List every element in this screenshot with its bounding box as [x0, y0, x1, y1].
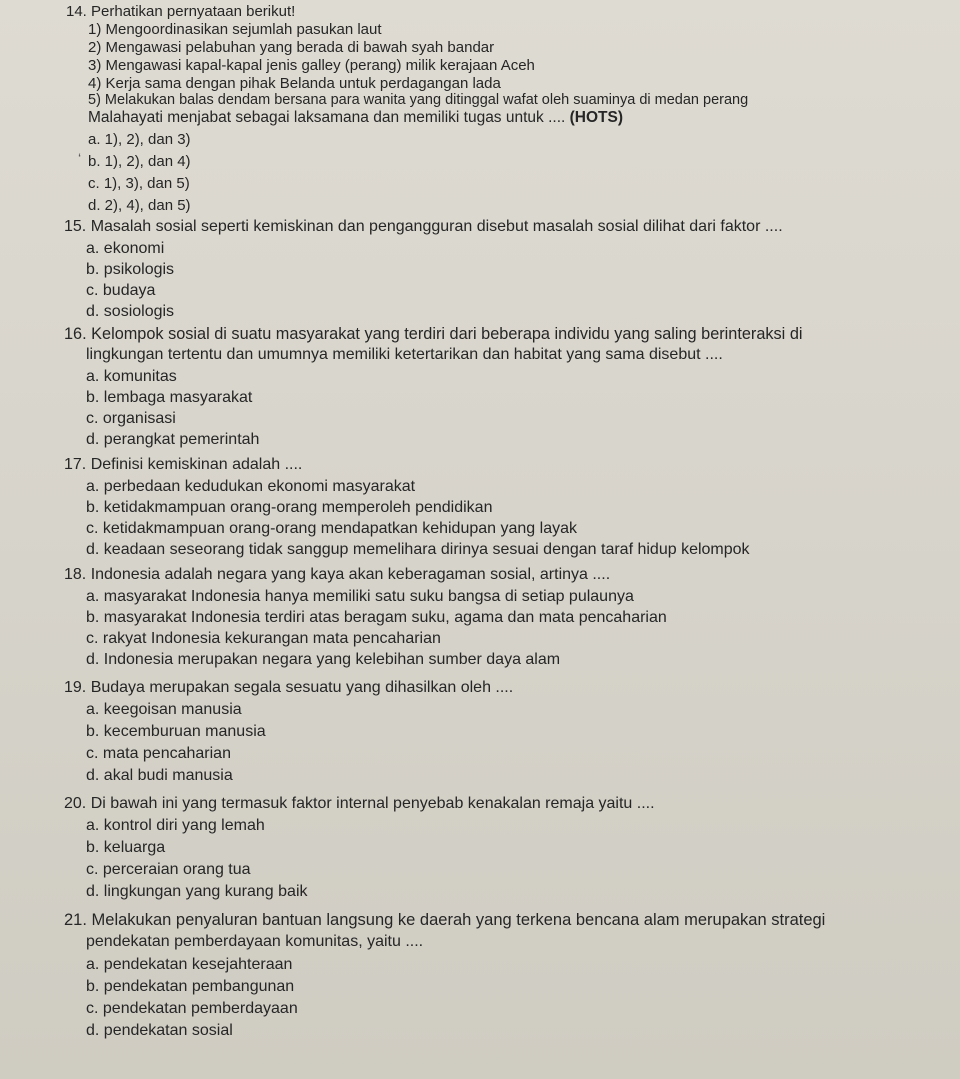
- pencil-tick-mark: ‘: [78, 150, 82, 166]
- q14-statement-4: 4) Kerja sama dengan pihak Belanda untuk perdagangan lada: [88, 75, 501, 92]
- q17-option-c: c. ketidakmampuan orang-orang mendapatkan kehidupan yang layak: [86, 520, 577, 537]
- q18-option-c: c. rakyat Indonesia kekurangan mata pencaharian: [86, 630, 441, 647]
- q21-option-c: c. pendekatan pemberdayaan: [86, 1000, 298, 1017]
- q18-option-b: b. masyarakat Indonesia terdiri atas beragam suku, agama dan mata pencaharian: [86, 609, 667, 626]
- q15-option-c: c. budaya: [86, 282, 156, 299]
- q14-statement-1: 1) Mengoordinasikan sejumlah pasukan laut: [88, 21, 382, 38]
- q17-option-d: d. keadaan seseorang tidak sanggup memelihara dirinya sesuai dengan taraf hidup kelompok: [86, 541, 750, 558]
- q14-question-text: Malahayati menjabat sebagai laksamana dan memiliki tugas untuk ....: [88, 109, 570, 126]
- q18-option-a: a. masyarakat Indonesia hanya memiliki satu suku bangsa di setiap pulaunya: [86, 588, 634, 605]
- q20-option-b: b. keluarga: [86, 839, 166, 856]
- q16-option-a: a. komunitas: [86, 368, 177, 385]
- q19-option-d: d. akal budi manusia: [86, 767, 233, 784]
- q17-stem: 17. Definisi kemiskinan adalah ....: [64, 456, 303, 473]
- q19-option-c: c. mata pencaharian: [86, 745, 231, 762]
- q18-stem: 18. Indonesia adalah negara yang kaya akan keberagaman sosial, artinya ....: [64, 566, 611, 583]
- q21-option-a: a. pendekatan kesejahteraan: [86, 956, 293, 973]
- q19-stem: 19. Budaya merupakan segala sesuatu yang dihasilkan oleh ....: [64, 679, 514, 696]
- q14-question: [88, 108, 623, 128]
- q21-option-b: b. pendekatan pembangunan: [86, 978, 295, 995]
- q14-option-a: a. 1), 2), dan 3): [88, 131, 191, 148]
- q16-option-c: c. organisasi: [86, 410, 176, 427]
- q21-stem-line2: pendekatan pemberdayaan komunitas, yaitu ....: [86, 933, 424, 950]
- q14-stem: 14. Perhatikan pernyataan berikut!: [66, 3, 296, 20]
- q18-option-d: d. Indonesia merupakan negara yang kelebihan sumber daya alam: [86, 651, 561, 668]
- q16-stem-line2: lingkungan tertentu dan umumnya memiliki ketertarikan dan habitat yang sama disebut ....: [86, 346, 723, 363]
- q14-statement-3: 3) Mengawasi kapal-kapal jenis galley (perang) milik kerajaan Aceh: [88, 57, 535, 74]
- q14-option-c: c. 1), 3), dan 5): [88, 175, 190, 192]
- q20-option-d: d. lingkungan yang kurang baik: [86, 883, 308, 900]
- q16-stem-line1: 16. Kelompok sosial di suatu masyarakat yang terdiri dari beberapa individu yang saling berinteraksi di: [64, 325, 803, 343]
- q19-option-b: b. kecemburuan manusia: [86, 723, 266, 740]
- q14-statement-5: 5) Melakukan balas dendam bersana para wanita yang ditinggal wafat oleh suaminya di medan perang: [88, 92, 749, 108]
- hots-label: (HOTS): [569, 109, 624, 126]
- q17-option-a: a. perbedaan kedudukan ekonomi masyarakat: [86, 478, 416, 495]
- q19-option-a: a. keegoisan manusia: [86, 701, 242, 718]
- q20-option-c: c. perceraian orang tua: [86, 861, 251, 878]
- q15-option-a: a. ekonomi: [86, 240, 165, 257]
- q15-option-b: b. psikologis: [86, 261, 175, 278]
- q16-option-b: b. lembaga masyarakat: [86, 389, 253, 406]
- q15-stem: 15. Masalah sosial seperti kemiskinan dan pengangguran disebut masalah sosial dilihat dari faktor ....: [64, 218, 783, 235]
- q20-option-a: a. kontrol diri yang lemah: [86, 817, 265, 834]
- q14-statement-2: 2) Mengawasi pelabuhan yang berada di bawah syah bandar: [88, 39, 495, 56]
- q17-option-b: b. ketidakmampuan orang-orang memperoleh pendidikan: [86, 499, 493, 516]
- q14-option-b: b. 1), 2), dan 4): [88, 153, 191, 170]
- q21-stem-line1: 21. Melakukan penyaluran bantuan langsung ke daerah yang terkena bencana alam merupakan strategi: [64, 911, 826, 929]
- q20-stem: 20. Di bawah ini yang termasuk faktor internal penyebab kenakalan remaja yaitu ....: [64, 795, 655, 812]
- q14-option-d: d. 2), 4), dan 5): [88, 197, 191, 214]
- q21-option-d: d. pendekatan sosial: [86, 1022, 233, 1039]
- q16-option-d: d. perangkat pemerintah: [86, 431, 260, 448]
- q15-option-d: d. sosiologis: [86, 303, 175, 320]
